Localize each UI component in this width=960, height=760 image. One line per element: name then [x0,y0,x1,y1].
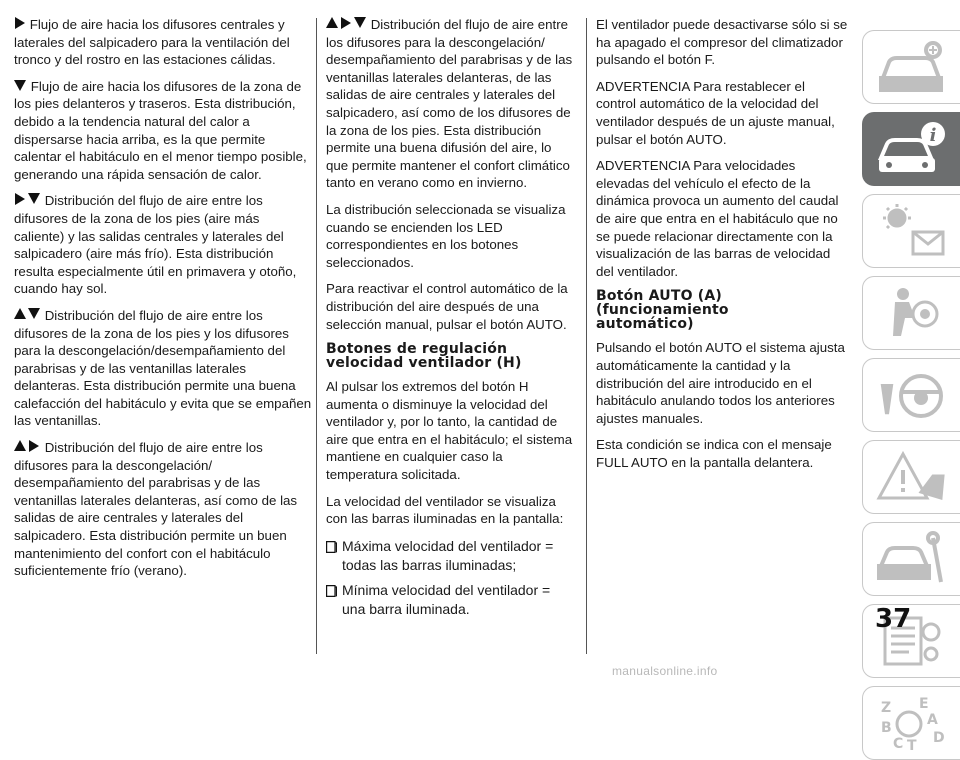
paragraph-warning-auto: ADVERTENCIA Para restablecer el control automático de la velocidad del ventilador después de un ajuste manual, pulsar el botón AUTO. [596,78,835,147]
air-to-face-feet-icon [14,192,40,204]
car-info-icon [875,120,951,180]
paragraph-defrost-feet: Distribución del flujo de aire entre los difusores de la zona de los pies y los difusores para la descongelación/desempañamiento del parabrisas y de las ventanillas laterales delanteras. Esta distribución permite una buena calefacción del habitáculo y evita que se empañen las ventanillas. [14,307,312,429]
text-column-3 [596,16,848,480]
column-divider [586,18,587,654]
air-to-all-vents-icon [326,16,366,28]
paragraph-warning-speed: ADVERTENCIA Para velocidades elevadas del vehículo el efecto de la dinámica provoca un aumento del caudal de aire que entra en el habitáculo que no se puede relacionar directamente con la visualización de las barras de velocidad del ventilador. [596,158,839,279]
paragraph-face-vents: Flujo de aire hacia los difusores centrales y laterales del salpicadero para la ventilación del tronco y del rostro en las estaciones cálidas. [14,17,290,68]
car-dashboard-icon [875,38,951,98]
svg-text:D: D [933,730,945,746]
air-to-face-icon [14,16,25,28]
paragraph-fan-off: El ventilador puede desactivarse sólo si se ha apagado el compresor del climatizador pulsando el botón F. [596,17,848,68]
car-maintenance-icon [875,530,951,590]
svg-text:T: T [907,738,917,754]
paragraph-defrost-face: Distribución del flujo de aire entre los difusores para la descongelación/ desempañamiento del parabrisas y de las ventanillas laterales delanteras, así como de las salidas de aire centrales y laterales del salpicadero. Esta distribución permite un buen mantenimiento del confort con el habitáculo suficientemente frío (verano). [14,440,298,579]
safety-airbag-icon [875,284,951,344]
tab-starting-driving[interactable] [862,358,960,432]
checkbox-bullet-icon [326,583,337,602]
text-column-2 [326,16,576,625]
tab-emergency[interactable] [862,440,960,514]
tab-index[interactable] [862,686,960,760]
bullet-min-speed: Mínima velocidad del ventilador = una barra iluminada. [326,581,576,619]
emergency-triangle-icon [875,448,951,508]
tab-warning-lights[interactable] [862,194,960,268]
paragraph-feet-vents: Flujo de aire hacia los difusores de la zona de los pies delanteros y traseros. Esta distribución, debido a la tendencia natural del calor a dispersarse hacia arriba, es la que permite calentar el habitáculo en el menor tiempo posible, generando una rápida sensación de calor. [14,78,307,182]
warning-lights-icon [875,202,951,262]
alphabetical-index-icon [875,694,951,754]
paragraph-fan-bars: La velocidad del ventilador se visualiza con las barras iluminadas en la pantalla: [326,493,564,527]
tab-safety[interactable] [862,276,960,350]
tab-dashboard[interactable] [862,30,960,104]
text-column-1 [14,16,312,589]
paragraph-all-vents: Distribución del flujo de aire entre los difusores para la descongelación/ desempañamiento del parabrisas y de las ventanillas laterales delanteras, de las salidas de aire centrales y laterales del salpicadero, así como de los difusores de la zona de los pies. Esta distribución permite una buena difusión del aire, lo que permite mantener el confort climático tanto en verano como en invierno. [326,17,573,191]
svg-text:E: E [919,696,929,712]
svg-text:Z: Z [881,700,892,716]
air-to-feet-icon [14,78,26,90]
column-divider [316,18,317,654]
page-number: 37 [875,604,912,634]
svg-text:C: C [893,736,904,752]
svg-text:i: i [929,125,937,146]
paragraph-fan-button: Al pulsar los extremos del botón H aumenta o disminuye la velocidad del ventilador y, por lo tanto, la cantidad de aire que entra en el habitáculo; el sistema mantiene en cualquier caso la temperatura solicitada. [326,379,573,483]
heading-fan-speed: Botones de regulación velocidad ventilador (H) [326,341,522,372]
checkbox-bullet-icon [326,539,337,558]
svg-text:B: B [881,720,892,736]
bullet-max-speed: Máxima velocidad del ventilador = todas las barras iluminadas; [326,537,576,575]
heading-auto-button: Botón AUTO (A) (funcionamiento automático) [596,288,729,333]
paragraph-face-feet: Distribución del flujo de aire entre los difusores de la zona de los pies (aire más caliente) y las salidas centrales y laterales del salpicadero (aire más frío). Esta distribución resulta especialmente útil en primavera y otoño, cuando hay sol. [14,193,297,297]
svg-text:A: A [927,712,938,728]
paragraph-full-auto: Esta condición se indica con el mensaje FULL AUTO en la pantalla delantera. [596,437,832,470]
tab-vehicle-info[interactable] [862,112,960,186]
paragraph-reactivate-auto: Para reactivar el control automático de la distribución del aire después de una selección manual, pulsar el botón AUTO. [326,281,568,332]
paragraph-led-display: La distribución seleccionada se visualiza cuando se encienden los LED correspondientes en los botones seleccionados. [326,201,566,270]
steering-wheel-start-icon [875,366,951,426]
watermark-text: manualsonline.info [612,664,718,678]
air-to-windshield-feet-icon [14,307,40,319]
air-to-windshield-face-icon [14,439,40,451]
paragraph-auto-function: Pulsando el botón AUTO el sistema ajusta automáticamente la cantidad y la distribución del aire introducido en el habitáculo anulando todos los anteriores ajustes manuales. [596,340,845,426]
tab-maintenance[interactable] [862,522,960,596]
